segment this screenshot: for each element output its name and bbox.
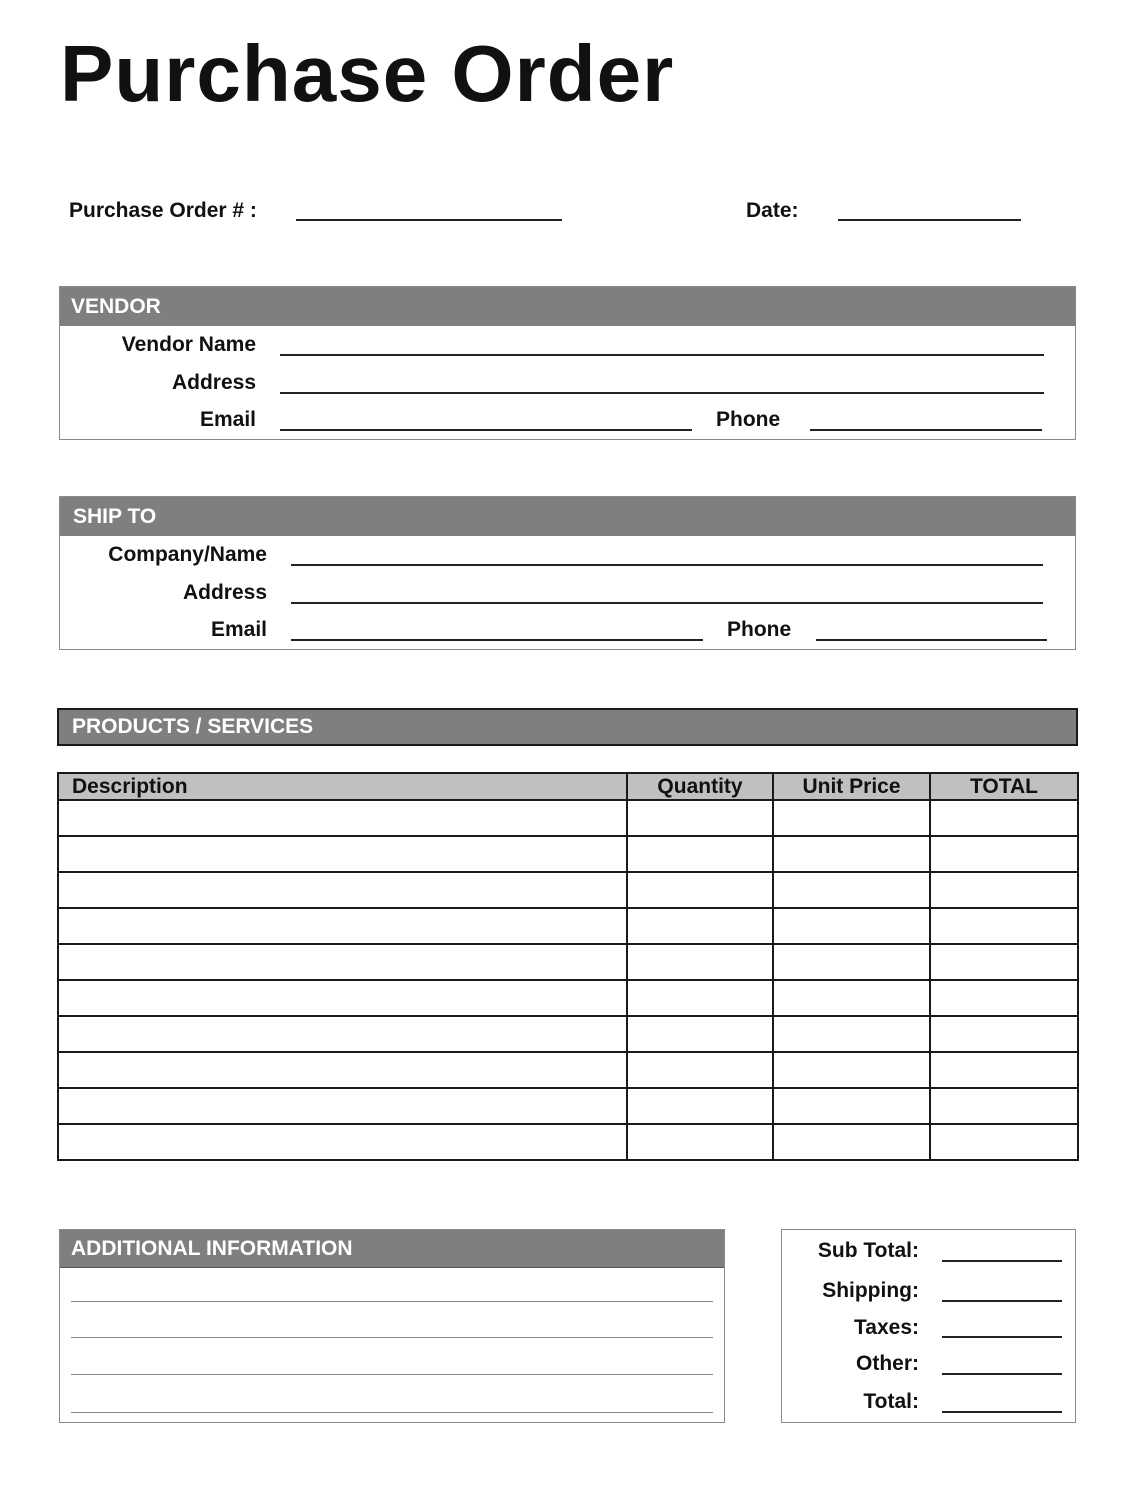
description-cell[interactable] xyxy=(58,944,627,980)
ship-phone-label: Phone xyxy=(727,618,792,641)
unit-price-cell[interactable] xyxy=(773,944,930,980)
column-header-total: TOTAL xyxy=(930,773,1078,800)
unit-price-cell[interactable] xyxy=(773,1016,930,1052)
page-title: Purchase Order xyxy=(60,29,675,118)
po-number-field[interactable] xyxy=(296,219,562,221)
quantity-cell[interactable] xyxy=(627,1088,773,1124)
unit-price-cell[interactable] xyxy=(773,908,930,944)
products-table xyxy=(57,772,1079,1161)
taxes-label: Taxes: xyxy=(854,1316,919,1339)
description-cell[interactable] xyxy=(58,872,627,908)
table-row xyxy=(58,944,1078,980)
quantity-cell[interactable] xyxy=(627,1016,773,1052)
subtotal-field[interactable] xyxy=(942,1260,1062,1262)
description-cell[interactable] xyxy=(58,980,627,1016)
taxes-field[interactable] xyxy=(942,1336,1062,1338)
quantity-cell[interactable] xyxy=(627,980,773,1016)
ship-address-field[interactable] xyxy=(291,602,1043,604)
ship-email-label: Email xyxy=(210,618,267,641)
total-label: Total: xyxy=(863,1390,919,1413)
table-row xyxy=(58,908,1078,944)
table-row xyxy=(58,1052,1078,1088)
description-cell[interactable] xyxy=(58,1016,627,1052)
description-cell[interactable] xyxy=(58,908,627,944)
ship-company-field[interactable] xyxy=(291,564,1043,566)
quantity-cell[interactable] xyxy=(627,908,773,944)
column-header-unit-price: Unit Price xyxy=(773,773,930,800)
total-cell[interactable] xyxy=(930,1052,1078,1088)
ship-to-section xyxy=(59,496,1076,650)
column-header-quantity: Quantity xyxy=(627,773,773,800)
table-row xyxy=(58,1088,1078,1124)
ship-address-label: Address xyxy=(182,581,267,604)
table-row xyxy=(58,1016,1078,1052)
vendor-name-field[interactable] xyxy=(280,354,1044,356)
additional-info-line[interactable] xyxy=(71,1337,713,1338)
total-cell[interactable] xyxy=(930,1016,1078,1052)
other-field[interactable] xyxy=(942,1373,1062,1375)
total-cell[interactable] xyxy=(930,980,1078,1016)
subtotal-label: Sub Total: xyxy=(817,1239,919,1262)
additional-info-section xyxy=(59,1229,725,1423)
quantity-cell[interactable] xyxy=(627,836,773,872)
unit-price-cell[interactable] xyxy=(773,1088,930,1124)
shipping-field[interactable] xyxy=(942,1300,1062,1302)
description-cell[interactable] xyxy=(58,1088,627,1124)
total-cell[interactable] xyxy=(930,872,1078,908)
vendor-address-field[interactable] xyxy=(280,392,1044,394)
products-heading: PRODUCTS / SERVICES xyxy=(57,708,1078,746)
table-row xyxy=(58,980,1078,1016)
vendor-heading: VENDOR xyxy=(60,287,1075,326)
total-cell[interactable] xyxy=(930,908,1078,944)
vendor-email-label: Email xyxy=(199,408,256,431)
table-row xyxy=(58,836,1078,872)
ship-email-field[interactable] xyxy=(291,639,703,641)
shipping-label: Shipping: xyxy=(822,1279,919,1302)
total-cell[interactable] xyxy=(930,1088,1078,1124)
unit-price-cell[interactable] xyxy=(773,836,930,872)
description-cell[interactable] xyxy=(58,1124,627,1160)
column-header-description: Description xyxy=(58,773,627,800)
additional-info-line[interactable] xyxy=(71,1412,713,1413)
quantity-cell[interactable] xyxy=(627,1052,773,1088)
description-cell[interactable] xyxy=(58,1052,627,1088)
totals-section xyxy=(781,1229,1076,1423)
additional-info-heading: ADDITIONAL INFORMATION xyxy=(60,1230,724,1268)
unit-price-cell[interactable] xyxy=(773,1052,930,1088)
other-label: Other: xyxy=(856,1352,919,1375)
table-row xyxy=(58,800,1078,836)
table-header-row xyxy=(58,773,1078,800)
total-cell[interactable] xyxy=(930,836,1078,872)
unit-price-cell[interactable] xyxy=(773,872,930,908)
description-cell[interactable] xyxy=(58,800,627,836)
total-field[interactable] xyxy=(942,1411,1062,1413)
unit-price-cell[interactable] xyxy=(773,980,930,1016)
vendor-address-label: Address xyxy=(171,371,256,394)
total-cell[interactable] xyxy=(930,944,1078,980)
unit-price-cell[interactable] xyxy=(773,1124,930,1160)
po-number-label: Purchase Order # : xyxy=(69,199,257,222)
quantity-cell[interactable] xyxy=(627,872,773,908)
ship-to-heading: SHIP TO xyxy=(60,497,1075,536)
quantity-cell[interactable] xyxy=(627,1124,773,1160)
date-label: Date: xyxy=(746,199,799,222)
table-row xyxy=(58,1124,1078,1160)
total-cell[interactable] xyxy=(930,1124,1078,1160)
unit-price-cell[interactable] xyxy=(773,800,930,836)
additional-info-line[interactable] xyxy=(71,1301,713,1302)
additional-info-line[interactable] xyxy=(71,1374,713,1375)
quantity-cell[interactable] xyxy=(627,944,773,980)
table-row xyxy=(58,872,1078,908)
date-field[interactable] xyxy=(838,219,1021,221)
vendor-email-field[interactable] xyxy=(280,429,692,431)
ship-phone-field[interactable] xyxy=(816,639,1047,641)
total-cell[interactable] xyxy=(930,800,1078,836)
ship-company-label: Company/Name xyxy=(108,543,267,566)
vendor-phone-field[interactable] xyxy=(810,429,1042,431)
vendor-phone-label: Phone xyxy=(716,408,781,431)
vendor-name-label: Vendor Name xyxy=(121,333,256,356)
vendor-section xyxy=(59,286,1076,440)
quantity-cell[interactable] xyxy=(627,800,773,836)
description-cell[interactable] xyxy=(58,836,627,872)
